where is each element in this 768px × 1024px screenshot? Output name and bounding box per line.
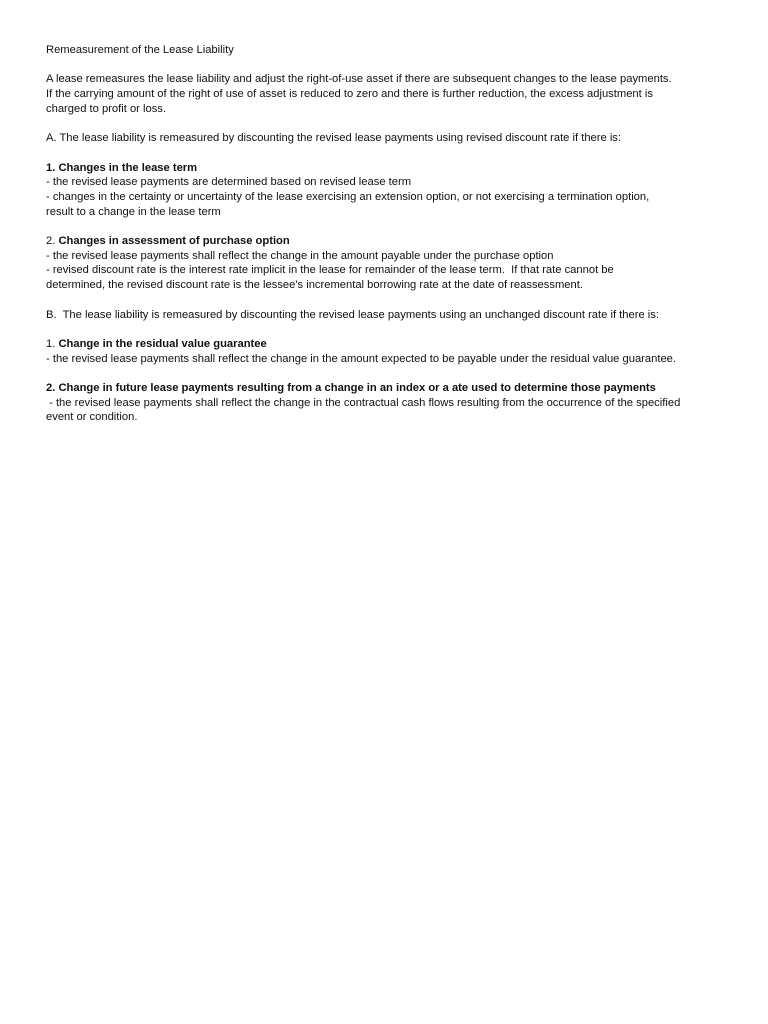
intro-paragraph: [46, 72, 728, 116]
section-a-item-2-bullet-2-line-1: - revised discount rate is the interest rate implicit in the lease for remainder of the lease term. If that rate cannot be: [46, 264, 614, 277]
section-a-item-1-bullet-2-line-1: - changes in the certainty or uncertainty of the lease exercising an extension option, or not exercising a termination option,: [46, 190, 650, 203]
document-title-block: [46, 43, 728, 58]
section-b-item-1: [46, 337, 728, 366]
section-a-item-1-bullet-1: - the revised lease payments are determined based on revised lease term: [46, 176, 412, 189]
section-b-item-2-bullet-1-line-2: event or condition.: [46, 411, 138, 424]
section-a-item-2-bullet-1: - the revised lease payments shall reflect the change in the amount payable under the purchase option: [46, 249, 554, 262]
section-a-item-2-bullet-2-line-2: determined, the revised discount rate is the lessee's incremental borrowing rate at the date of reassessment.: [46, 279, 583, 292]
section-b-item-1-heading: Change in the residual value guarantee: [58, 337, 267, 350]
section-a-item-2: [46, 234, 728, 293]
intro-line-2: If the carrying amount of the right of use of asset is reduced to zero and there is further reduction, the excess adjustment is: [46, 88, 653, 101]
section-a-item-2-heading-line: [46, 234, 728, 249]
section-b-item-2: [46, 381, 728, 425]
section-b-lead: B. The lease liability is remeasured by discounting the revised lease payments using an unchanged discount rate if there is:: [46, 308, 659, 321]
section-b-item-1-bullet-1: - the revised lease payments shall reflect the change in the amount expected to be payable under the residual value guarantee.: [46, 352, 677, 365]
section-b-item-2-heading: 2. Change in future lease payments resulting from a change in an index or a ate used to determine those payments: [46, 382, 656, 395]
section-a-item-1: [46, 161, 728, 220]
intro-line-3: charged to profit or loss.: [46, 102, 167, 115]
section-a-item-2-number: 2.: [46, 235, 59, 248]
intro-line-1: A lease remeasures the lease liability and adjust the right-of-use asset if there are subsequent changes to the lease payments.: [46, 73, 672, 86]
section-a-item-2-heading: Changes in assessment of purchase option: [58, 235, 290, 248]
section-a-lead-block: [46, 131, 728, 146]
section-b-item-1-number: 1.: [46, 337, 59, 350]
section-a-item-1-bullet-2-line-2: result to a change in the lease term: [46, 205, 221, 218]
section-a-lead: A. The lease liability is remeasured by discounting the revised lease payments using revised discount rate if there is:: [46, 132, 622, 145]
section-b-lead-block: [46, 308, 728, 323]
section-b-item-1-heading-line: [46, 337, 728, 352]
document-title: Remeasurement of the Lease Liability: [46, 44, 234, 56]
section-a-item-1-heading: 1. Changes in the lease term: [46, 161, 198, 174]
section-b-item-2-bullet-1-line-1: - the revised lease payments shall reflect the change in the contractual cash flows resulting from the occurrence of the specified: [46, 396, 681, 409]
